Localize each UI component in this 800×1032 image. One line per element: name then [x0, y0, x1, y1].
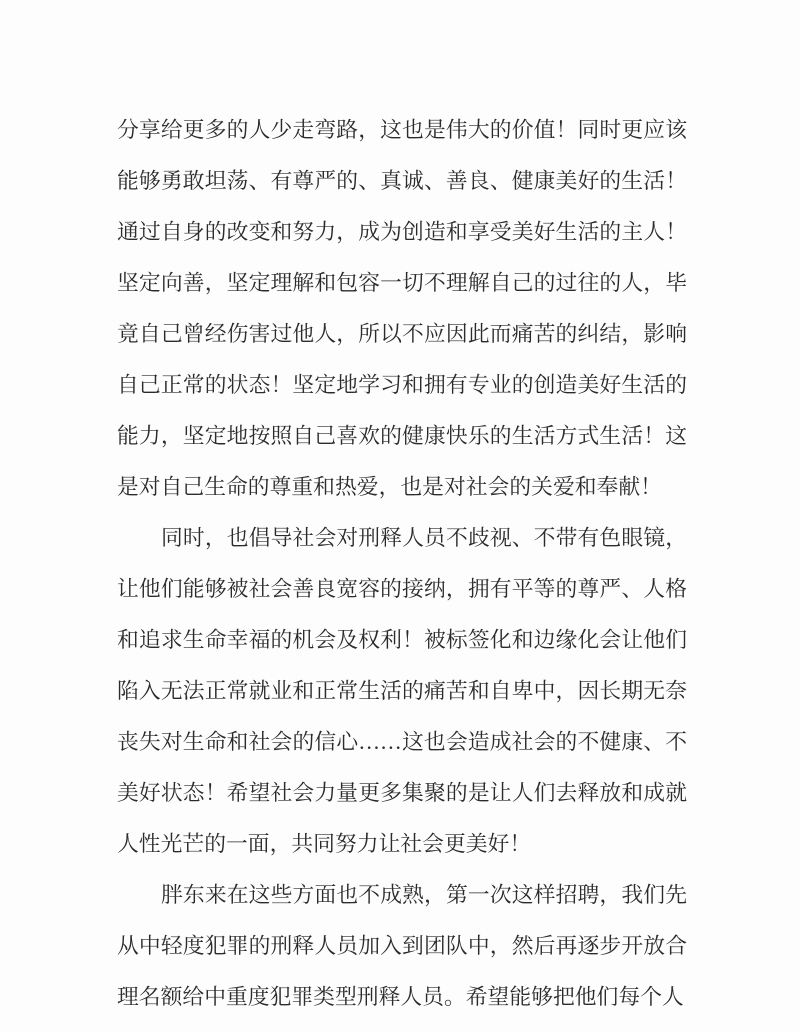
- text-line-p1-l8: 是对自己生命的尊重和热爱，也是对社会的关爱和奉献！: [117, 475, 662, 499]
- text-line-p1-l4: 坚定向善，坚定理解和包容一切不理解自己的过往的人，毕: [117, 271, 687, 295]
- text-line-p1-l1: 分享给更多的人少走弯路，这也是伟大的价值！同时更应该: [117, 118, 687, 142]
- text-line-p1-l2: 能够勇敢坦荡、有尊严的、真诚、善良、健康美好的生活！: [117, 169, 687, 193]
- text-line-p2-l3: 和追求生命幸福的机会及权利！被标签化和边缘化会让他们: [117, 628, 687, 652]
- text-line-p2-l7: 人性光芒的一面，共同努力让社会更美好！: [117, 832, 532, 856]
- text-line-p2-l1: 同时，也倡导社会对刑释人员不歧视、不带有色眼镜，: [161, 526, 687, 550]
- text-line-p2-l2: 让他们能够被社会善良宽容的接纳，拥有平等的尊严、人格: [117, 577, 687, 601]
- document-text: [117, 105, 687, 1023]
- text-line-p2-l5: 丧失对生命和社会的信心……这也会造成社会的不健康、不: [117, 730, 687, 754]
- text-line-p1-l3: 通过自身的改变和努力，成为创造和享受美好生活的主人！: [117, 220, 687, 244]
- text-line-p2-l6: 美好状态！希望社会力量更多集聚的是让人们去释放和成就: [117, 781, 687, 805]
- text-line-p1-l5: 竟自己曾经伤害过他人，所以不应因此而痛苦的纠结，影响: [117, 322, 687, 346]
- text-line-p1-l6: 自己正常的状态！坚定地学习和拥有专业的创造美好生活的: [117, 373, 687, 397]
- text-line-p3-l2: 从中轻度犯罪的刑释人员加入到团队中，然后再逐步开放合: [117, 934, 687, 958]
- text-line-p3-l3: 理名额给中重度犯罪类型刑释人员。希望能够把他们每个人: [117, 985, 684, 1009]
- text-line-p1-l7: 能力，坚定地按照自己喜欢的健康快乐的生活方式生活！这: [117, 424, 687, 448]
- text-line-p2-l4: 陷入无法正常就业和正常生活的痛苦和自卑中，因长期无奈: [117, 679, 687, 703]
- text-line-p3-l1: 胖东来在这些方面也不成熟，第一次这样招聘，我们先: [161, 883, 687, 907]
